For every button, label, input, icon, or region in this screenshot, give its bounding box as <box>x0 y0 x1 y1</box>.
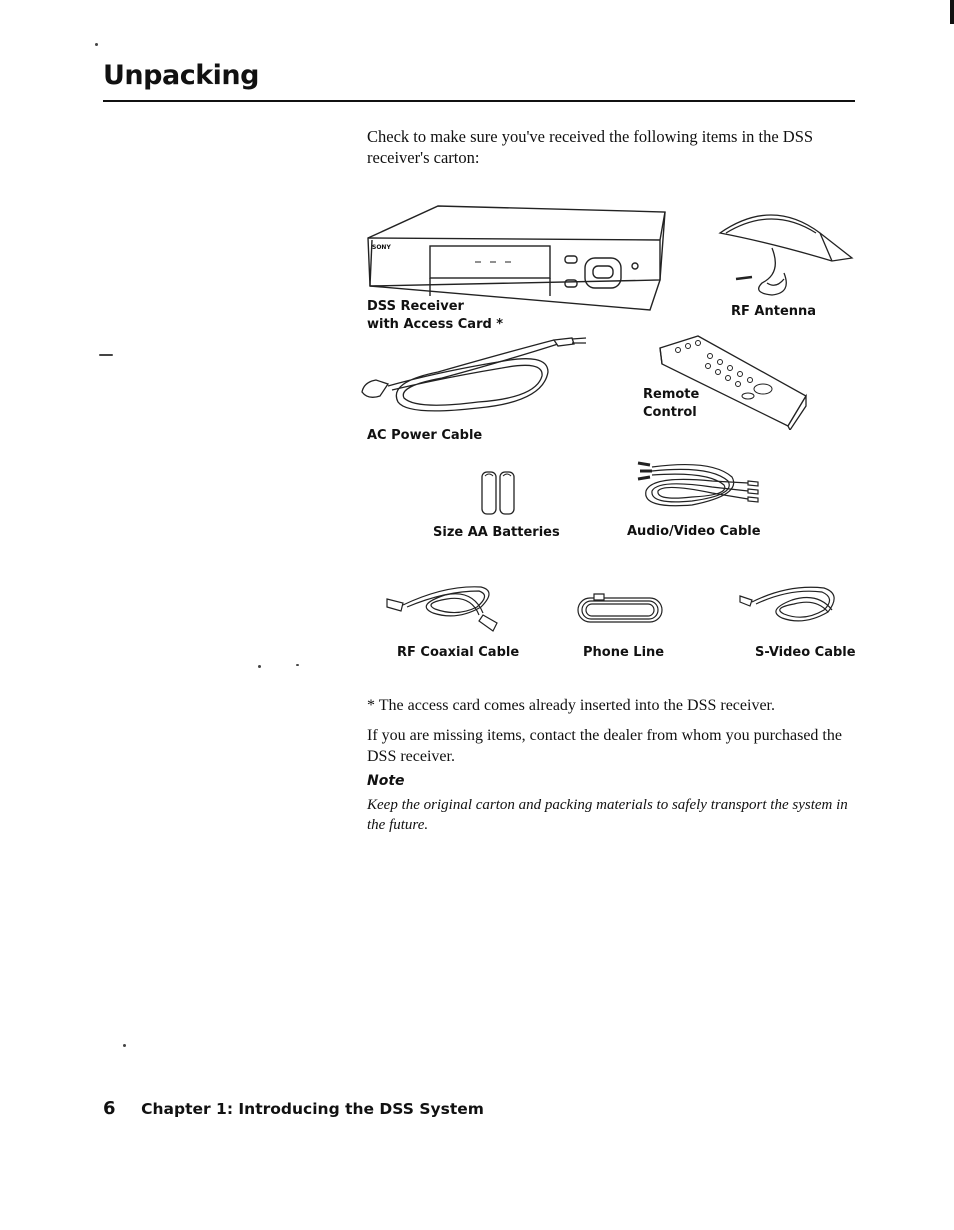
rf-coaxial-cable-illustration <box>385 577 510 637</box>
rf-antenna-illustration <box>712 203 854 303</box>
scan-speck <box>99 354 113 356</box>
missing-items-text: If you are missing items, contact the dealer from whom you purchased the DSS receiver. <box>367 727 842 765</box>
page-title: Unpacking <box>103 60 259 91</box>
dss-receiver-label <box>367 298 503 334</box>
remote-control-label-line1: Remote <box>643 387 700 402</box>
chapter-title: Chapter 1: Introducing the DSS System <box>141 1100 484 1118</box>
phone-line-illustration <box>574 590 666 630</box>
ac-power-cable-label: AC Power Cable <box>367 428 483 443</box>
sony-logo: SONY <box>372 244 391 251</box>
page-number: 6 <box>103 1098 116 1119</box>
page-footer <box>103 1098 484 1119</box>
scan-speck <box>258 665 261 668</box>
dss-receiver-label-line2: with Access Card * <box>367 317 504 332</box>
aa-batteries-illustration <box>480 468 516 518</box>
rf-antenna-label: RF Antenna <box>731 304 817 319</box>
note-text: Keep the original carton and packing materials to safely transport the system in the future. <box>367 797 848 833</box>
audio-video-cable-label: Audio/Video Cable <box>627 524 761 539</box>
dss-receiver-label-line1: DSS Receiver <box>367 299 464 314</box>
scan-speck <box>296 664 299 666</box>
phone-line-label: Phone Line <box>583 645 665 660</box>
remote-control-label-line2: Control <box>643 405 697 420</box>
scan-speck <box>123 1044 126 1047</box>
page-edge-mark <box>950 0 954 24</box>
s-video-cable-illustration <box>738 580 844 630</box>
rf-coaxial-cable-label: RF Coaxial Cable <box>397 645 520 660</box>
access-card-footnote: * The access card comes already inserted into the DSS receiver. <box>367 697 775 714</box>
s-video-cable-label: S-Video Cable <box>755 645 856 660</box>
audio-video-cable-illustration <box>632 455 768 517</box>
remote-control-label <box>643 386 699 422</box>
scan-speck <box>95 43 98 46</box>
ac-power-cable-illustration <box>358 332 590 420</box>
aa-batteries-label: Size AA Batteries <box>433 525 560 540</box>
intro-text: Check to make sure you've received the following items in the DSS receiver's carton: <box>367 127 814 167</box>
title-rule <box>103 100 855 102</box>
note-heading: Note <box>367 773 405 789</box>
